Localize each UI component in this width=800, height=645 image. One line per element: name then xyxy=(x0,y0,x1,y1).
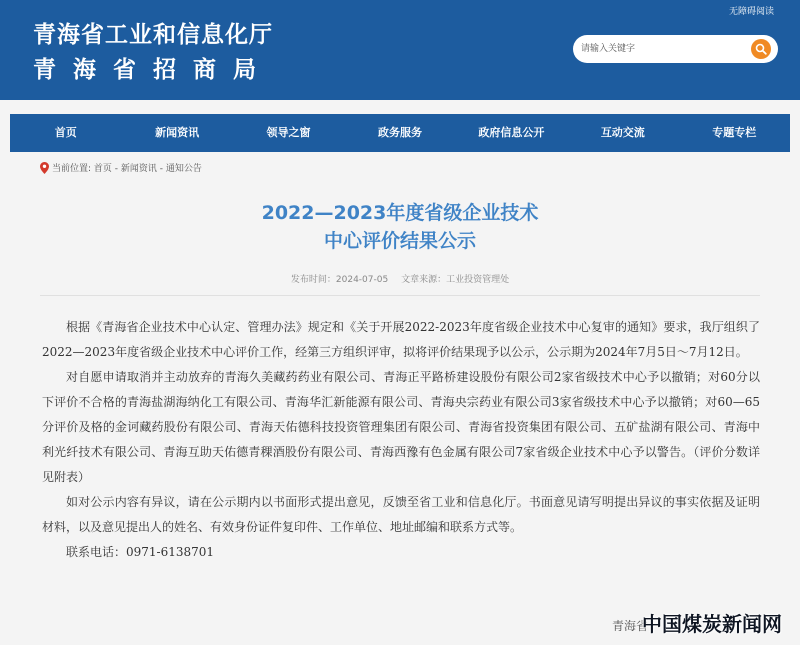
nav-item-leaders[interactable]: 领导之窗 xyxy=(266,126,311,139)
search-input[interactable] xyxy=(581,40,741,58)
article-signoff: 青海省 xyxy=(612,619,649,633)
location-pin-icon xyxy=(40,162,49,174)
search-button[interactable] xyxy=(751,39,771,59)
site-title-line1: 青海省工业和信息化厅 xyxy=(33,22,273,48)
publish-time: 发布时间：2024-07-05 xyxy=(290,275,389,285)
article-paragraph: 如对公示内容有异议，请在公示期内以书面形式提出意见，反馈至省工业和信息化厅。书面意见请写明提出异议的事实依据及证明材料，以及意见提出人的姓名、有效身份证件复印件、工作单位、地址邮编和联系方式等。 xyxy=(42,495,760,534)
article-paragraph: 对自愿申请取消并主动放弃的青海久美藏药药业有限公司、青海正平路桥建设股份有限公司2家省级技术中心予以撤销；对60分以下评价不合格的青海盐湖海纳化工有限公司、青海华汇新能源有限公司、青海央宗药业有限公司3家省级技术中心予以撤销；对60—65分评价及格的金诃藏药股份有限公司、青海天佑德科技投资管理集团有限公司、青海省投资集团有限公司、五矿盐湖有限公司、青海中利光纤技术有限公司、青海互助天佑德青稞酒股份有限公司、青海西豫有色金属有限公司7家省级企业技术中心予以警告。（评价分数详见附表） xyxy=(42,370,760,484)
article-paragraph: 根据《青海省企业技术中心认定、管理办法》规定和《关于开展2022-2023年度省级企业技术中心复审的通知》要求，我厅组织了2022—2023年度省级企业技术中心评价工作，经第三方组织评审，拟将评价结果现予以公示，公示期为2024年7月5日～7月12日。 xyxy=(42,320,760,359)
article-title-line2: 中心评价结果公示 xyxy=(323,230,476,252)
main-nav xyxy=(10,114,790,152)
article-body xyxy=(42,315,760,565)
nav-item-services[interactable]: 政务服务 xyxy=(377,126,422,139)
nav-item-interaction[interactable]: 互动交流 xyxy=(600,126,645,139)
accessibility-reading-link[interactable]: 无障碍阅读 xyxy=(728,7,774,17)
article-title-line1: 2022—2023年度省级企业技术 xyxy=(261,202,539,224)
breadcrumb xyxy=(40,161,202,174)
article-meta xyxy=(0,272,800,285)
title-divider xyxy=(40,295,760,296)
nav-item-news[interactable]: 新闻资讯 xyxy=(155,126,200,139)
nav-item-topics[interactable]: 专题专栏 xyxy=(712,126,757,139)
article-title xyxy=(0,199,800,255)
nav-item-disclosure[interactable]: 政府信息公开 xyxy=(478,126,545,139)
search-box xyxy=(573,35,778,63)
nav-item-home[interactable]: 首页 xyxy=(54,126,77,139)
article-source: 文章来源：工业投资管理处 xyxy=(401,275,510,285)
site-header xyxy=(0,0,800,100)
site-title-line2: 青海省招商局 xyxy=(33,57,273,83)
watermark: 中国煤炭新闻网 xyxy=(642,612,782,636)
contact-phone: 联系电话：0971-6138701 xyxy=(66,545,215,559)
search-icon xyxy=(755,43,767,55)
breadcrumb-text[interactable]: 当前位置: 首页 - 新闻资讯 - 通知公告 xyxy=(52,164,202,174)
